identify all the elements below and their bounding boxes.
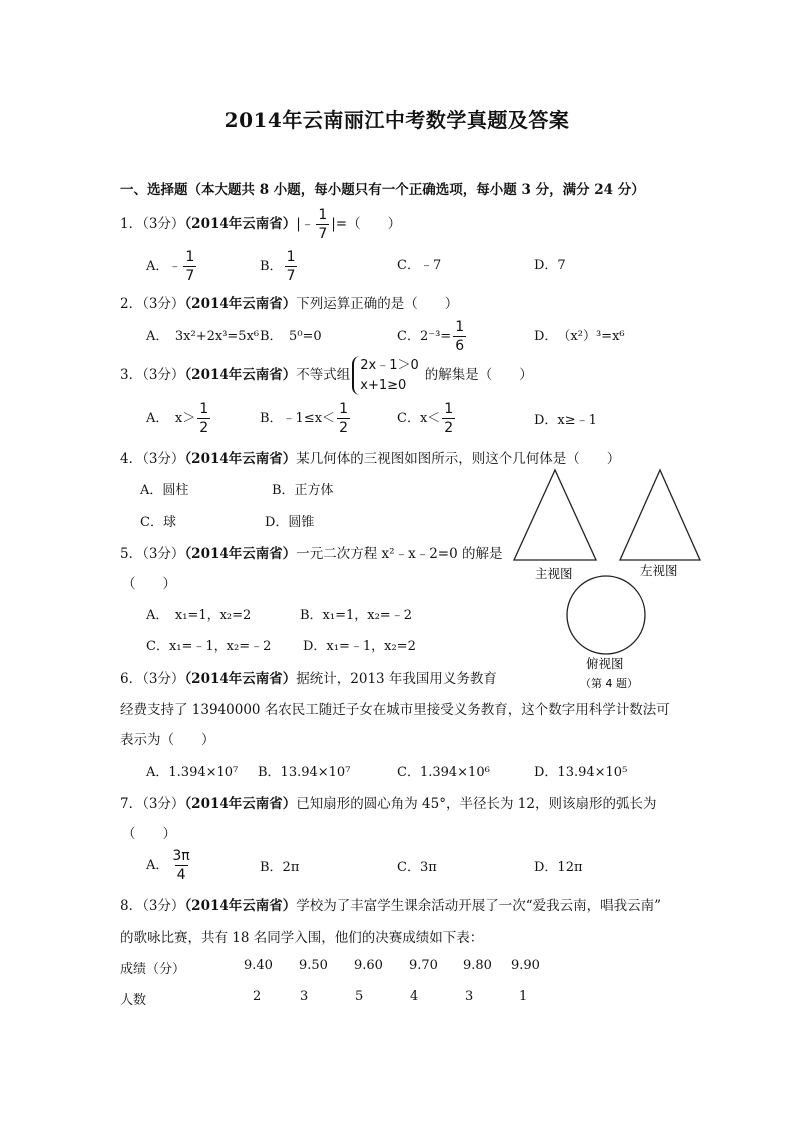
q5-option-b: B．x₁=1，x₂=﹣2 <box>300 608 412 623</box>
three-views-figure <box>510 462 710 694</box>
table-count: 2 <box>253 989 262 1004</box>
question-2: 2．（3分）（2014年云南省）下列运算正确的是（ ） <box>120 296 459 312</box>
figure-caption: （第 4 题） <box>580 677 638 690</box>
q6-option-a: A．1.394×10⁷ <box>146 765 239 780</box>
top-view-label: 俯视图 <box>586 656 624 671</box>
q4-option-b: B．正方体 <box>272 483 334 498</box>
question-1 <box>120 208 401 241</box>
table-row2-label: 人数 <box>120 993 147 1008</box>
section-heading: 一、选择题（本大题共 8 小题，每小题只有一个正确选项，每小题 3 分，满分 24 分） <box>120 182 645 198</box>
q1-number: 1．（3分） <box>120 216 185 232</box>
table-score: 9.50 <box>299 958 328 973</box>
front-view-triangle <box>514 470 596 560</box>
front-view-label: 主视图 <box>535 566 573 581</box>
q5-paren: （ ） <box>122 576 176 592</box>
q7-option-d: D．12π <box>534 860 583 875</box>
q3-option-b: B．﹣1≤x＜ $\frac{1}{2}$ <box>260 401 348 436</box>
q4-option-c: C．球 <box>140 515 176 530</box>
page-title: 2014年云南丽江中考数学真题及答案 <box>224 108 570 132</box>
q1-option-b: B． $\frac{1}{7}$ <box>260 249 296 284</box>
q4-option-d: D．圆锥 <box>265 515 315 530</box>
question-5: 5．（3分）（2014年云南省）一元二次方程 x²﹣x﹣2=0 的解是 <box>120 546 503 562</box>
q2-option-c: C．2⁻³= $\frac{1}{6}$ <box>397 319 465 354</box>
q1-option-b-fraction: $\frac{1}{7}$ <box>286 249 296 284</box>
q1-option-c: C．﹣7 <box>397 258 442 273</box>
q7-paren: （ ） <box>122 826 176 842</box>
q2-option-a: A． 3x²+2x³=5x⁶ <box>146 329 260 344</box>
q1-abs-close: |=（ ） <box>331 216 402 232</box>
q1-fraction <box>316 208 329 241</box>
q7-option-a: A． $\frac{3\pi}{4}$ <box>146 848 190 883</box>
table-score: 9.60 <box>354 958 383 973</box>
q5-option-a: A． x₁=1，x₂=2 <box>146 608 252 623</box>
q6-line-3: 表示为（ ） <box>120 732 215 748</box>
top-view-circle <box>567 576 645 654</box>
q6-option-d: D．13.94×10⁵ <box>534 765 628 780</box>
q2-option-d: D． （x²）³=x⁶ <box>534 329 625 344</box>
left-view-triangle <box>620 470 700 560</box>
q2-option-b: B． 5⁰=0 <box>260 329 322 344</box>
table-score: 9.80 <box>463 958 492 973</box>
q2-option-c-fraction: $\frac{1}{6}$ <box>455 319 465 354</box>
table-count: 3 <box>465 989 474 1004</box>
table-count: 5 <box>355 989 364 1004</box>
table-count: 3 <box>300 989 309 1004</box>
q6-option-c: C．1.394×10⁶ <box>397 765 490 780</box>
q5-option-c: C．x₁=﹣1，x₂=﹣2 <box>146 639 272 654</box>
table-score: 9.90 <box>511 958 540 973</box>
q7-option-b: B．2π <box>260 860 300 875</box>
question-8: 8．（3分）（2014年云南省）学校为了丰富学生课余活动开展了一次“爱我云南，唱我云南” <box>120 898 662 914</box>
q6-line-2: 经费支持了 13940000 名农民工随迁子女在城市里接受义务教育，这个数字用科学计数法可 <box>120 702 670 718</box>
question-6: 6．（3分）（2014年云南省）据统计，2013 年我国用义务教育 <box>120 671 497 687</box>
q1-option-a: A．﹣ $\frac{1}{7}$ <box>146 249 195 284</box>
question-4: 4．（3分）（2014年云南省）某几何体的三视图如图所示，则这个几何体是（ ） <box>120 451 621 467</box>
q1-option-a-fraction: $\frac{1}{7}$ <box>185 249 195 284</box>
q1-option-d: D．7 <box>534 258 566 273</box>
q4-option-a: A．圆柱 <box>140 483 189 498</box>
q8-line-2: 的歌咏比赛，共有 18 名同学入围，他们的决赛成绩如下表： <box>120 930 484 946</box>
q7-option-c: C．3π <box>397 860 437 875</box>
table-count: 4 <box>410 989 419 1004</box>
table-count: 1 <box>519 989 528 1004</box>
question-7: 7．（3分）（2014年云南省）已知扇形的圆心角为 45°，半径长为 12，则该扇形的弧长为 <box>120 796 657 812</box>
q1-source: （2014年云南省） <box>184 216 297 232</box>
q1-abs-open: |﹣ <box>296 216 315 232</box>
frac-den: 7 <box>318 226 328 242</box>
frac-num: 1 <box>318 207 328 223</box>
table-score: 9.40 <box>244 958 273 973</box>
q6-option-b: B．13.94×10⁷ <box>258 765 351 780</box>
q3-inequality-system: 2x﹣1＞0 x+1≥0 <box>352 356 423 395</box>
table-score: 9.70 <box>409 958 438 973</box>
table-row1-label: 成绩（分） <box>120 962 186 977</box>
q3-option-c: C．x＜ $\frac{1}{2}$ <box>397 401 454 436</box>
question-3: 3．（3分）（2014年云南省）不等式组2x﹣1＞0 x+1≥0的解集是（ ） <box>120 356 533 395</box>
q5-option-d: D．x₁=﹣1，x₂=2 <box>303 639 416 654</box>
q3-option-d: D．x≥﹣1 <box>534 413 597 428</box>
left-view-label: 左视图 <box>640 563 678 578</box>
q3-option-a: A． x＞ $\frac{1}{2}$ <box>146 401 209 436</box>
